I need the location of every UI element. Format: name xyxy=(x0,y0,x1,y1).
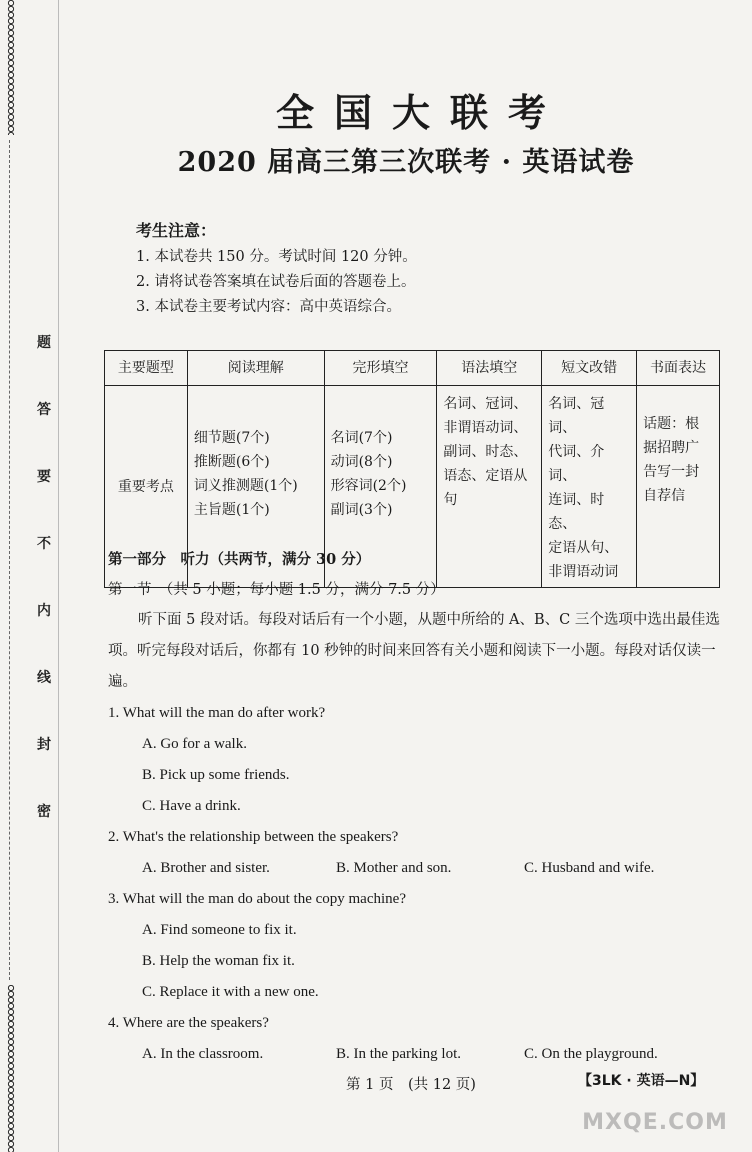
table-header: 语法填空 xyxy=(437,351,542,386)
cell-line: 副词(3个) xyxy=(330,502,393,518)
listening-section xyxy=(108,545,723,1070)
table-header: 阅读理解 xyxy=(187,351,324,386)
question-stem: 4. Where are the speakers? xyxy=(108,1015,269,1031)
section-instructions: 听下面 5 段对话。每段对话后有一个小题，从题中所给的 A、B、C 三个选项中选出最佳选项。听完每段对话后，你都有 10 秒钟的时间来回答有关小题和阅读下一小题。每段对话仅读一遍。 xyxy=(108,612,720,690)
exam-title: 全国大联考 xyxy=(275,90,566,135)
cell-line: 细节题(7个) xyxy=(193,430,270,446)
cell-line: 句 xyxy=(443,492,458,508)
table-header: 主要题型 xyxy=(105,351,188,386)
seal-char: 不 xyxy=(37,536,51,552)
cell-line: 推断题(6个) xyxy=(193,454,270,470)
cell-line: 主旨题(1个) xyxy=(193,502,270,518)
cell-line: 定语从句、 xyxy=(548,540,619,556)
cell-line: 据招聘广 xyxy=(643,440,700,456)
cell-line: 动词(8个) xyxy=(330,454,393,470)
answer-option: B. Pick up some friends. xyxy=(142,767,290,783)
exam-subtitle: 2020 届高三第三次联考 · 英语试卷 xyxy=(177,147,635,178)
table-header: 短文改错 xyxy=(542,351,637,386)
cell-line: 告写一封 xyxy=(643,464,700,480)
cut-line xyxy=(9,140,10,980)
cell-line: 形容词(2个) xyxy=(330,478,407,494)
cell-line: 词义推测题(1个) xyxy=(193,478,298,494)
cell-line: 语态、定语从 xyxy=(443,468,528,484)
answer-option: A. Brother and sister. xyxy=(142,860,270,876)
table-header: 完形填空 xyxy=(324,351,437,386)
seal-warning xyxy=(36,310,52,846)
question-stem: 2. What's the relationship between the speakers? xyxy=(108,829,399,845)
section-title: 第一节 （共 5 小题；每小题 1.5 分，满分 7.5 分） xyxy=(108,582,445,598)
answer-option: C. Have a drink. xyxy=(142,798,241,814)
cell-line: 非谓语动词、 xyxy=(443,420,528,436)
question-stem: 3. What will the man do about the copy machine? xyxy=(108,891,406,907)
seal-char: 线 xyxy=(37,670,51,686)
answer-option: C. Husband and wife. xyxy=(524,860,655,876)
notice-heading: 考生注意： xyxy=(136,221,217,240)
paper-code: 【3LK · 英语—N】 xyxy=(578,1073,705,1089)
cell-line: 非谓语动词 xyxy=(548,564,619,580)
cell-line: 连词、时态、 xyxy=(548,492,605,532)
cell-line: 话题：根 xyxy=(643,416,700,432)
cell-line: 名词、冠词、 xyxy=(548,396,605,436)
question-stem: 1. What will the man do after work? xyxy=(108,705,326,721)
answer-option: A. Go for a walk. xyxy=(142,736,247,752)
seal-char: 密 xyxy=(37,804,51,820)
cell-line: 名词(7个) xyxy=(330,430,393,446)
answer-option: C. Replace it with a new one. xyxy=(142,984,319,1000)
answer-option: A. In the classroom. xyxy=(142,1046,264,1062)
seal-char: 要 xyxy=(37,469,51,485)
cell-line: 名词、冠词、 xyxy=(443,396,528,412)
binding-holes-bottom xyxy=(6,985,16,1152)
seal-char: 封 xyxy=(37,737,51,753)
options-row xyxy=(108,853,723,884)
answer-option: B. In the parking lot. xyxy=(336,1046,461,1062)
options-row xyxy=(108,1039,723,1070)
seal-char: 内 xyxy=(37,603,51,619)
answer-option: C. On the playground. xyxy=(524,1046,658,1062)
answer-option: A. Find someone to fix it. xyxy=(142,922,297,938)
answer-option: B. Mother and son. xyxy=(336,860,452,876)
table-header: 书面表达 xyxy=(637,351,720,386)
page-number: 第 1 页 (共 12 页) xyxy=(346,1077,476,1093)
notice-item: 1. 本试卷共 150 分。考试时间 120 分钟。 xyxy=(136,249,417,265)
cell-line: 自荐信 xyxy=(643,488,686,504)
notice-item: 2. 请将试卷答案填在试卷后面的答题卷上。 xyxy=(136,274,416,290)
candidate-notice xyxy=(136,218,417,320)
cell-line: 副词、时态、 xyxy=(443,444,528,460)
seal-char: 答 xyxy=(37,402,51,418)
part-title: 第一部分 听力（共两节，满分 30 分） xyxy=(108,551,371,568)
site-watermark: MXQE.COM xyxy=(582,1109,728,1135)
table-header-row xyxy=(105,351,720,386)
seal-char: 题 xyxy=(37,335,51,351)
cell-line: 代词、介词、 xyxy=(548,444,605,484)
row-heading: 重要考点 xyxy=(105,386,188,588)
notice-item: 3. 本试卷主要考试内容：高中英语综合。 xyxy=(136,299,401,315)
answer-option: B. Help the woman fix it. xyxy=(142,953,295,969)
